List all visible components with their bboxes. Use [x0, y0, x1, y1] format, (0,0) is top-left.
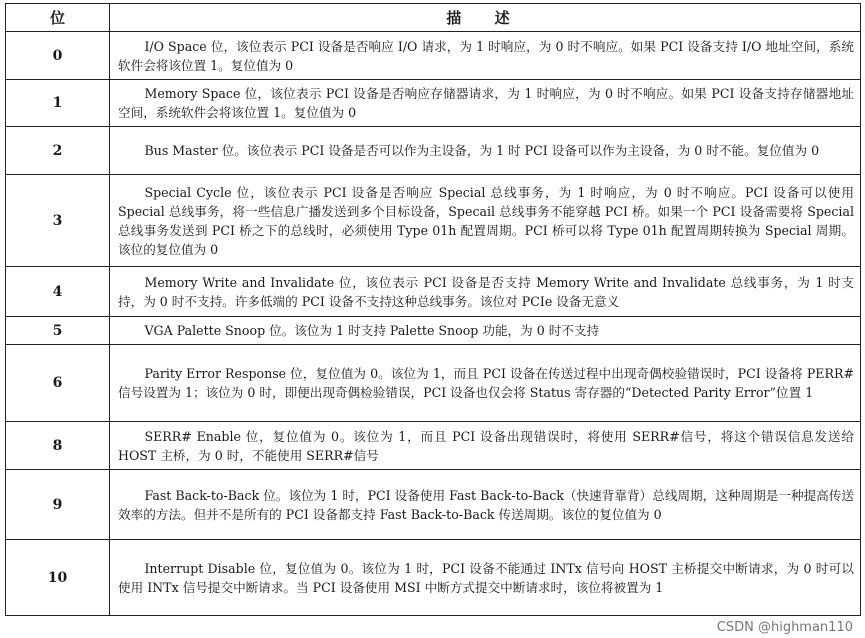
table-row: [6, 470, 861, 540]
bit-cell: 4: [6, 267, 110, 317]
table-row: [6, 267, 861, 317]
table-row: [6, 80, 861, 127]
description-cell: Interrupt Disable 位，复位值为 0。该位为 1 时，PCI 设备不能通过 INTx 信号向 HOST 主桥提交中断请求，为 0 时可以使用 INTx 信号提交中断请求。当 PCI 设备使用 MSI 中断方式提交中断请求时，该位将被置为 1: [110, 540, 861, 616]
description-cell: Memory Space 位，该位表示 PCI 设备是否响应存储器请求，为 1 时响应，为 0 时不响应。如果 PCI 设备支持存储器地址空间，系统软件会将该位置 1。复位值为 0: [110, 80, 861, 127]
description-cell: VGA Palette Snoop 位。该位为 1 时支持 Palette Snoop 功能，为 0 时不支持: [110, 317, 861, 345]
description-cell: Memory Write and Invalidate 位，该位表示 PCI 设备是否支持 Memory Write and Invalidate 总线事务，为 1 时支持，为 0 时不支持。许多低端的 PCI 设备不支持这种总线事务。该位对 PCIe 设备无意义: [110, 267, 861, 317]
bit-cell: 3: [6, 175, 110, 267]
watermark: CSDN @highman110: [716, 620, 853, 635]
header-bit: 位: [6, 4, 110, 32]
table-row: [6, 540, 861, 616]
bit-cell: 10: [6, 540, 110, 616]
table-row: [6, 127, 861, 175]
table-row: [6, 422, 861, 470]
table-header-row: [6, 4, 861, 32]
command-register-table: [5, 3, 861, 616]
description-cell: Special Cycle 位，该位表示 PCI 设备是否响应 Special 总线事务，为 1 时响应，为 0 时不响应。PCI 设备可以使用 Special 总线事务，将一些信息广播发送到多个目标设备，Specail 总线事务不能穿越 PCI 桥。如果一个 PCI 设备需要将 Special 总线事务发送到 PCI 桥之下的总线时，必须使用 Type 01h 配置周期。PCI 桥可以将 Type 01h 配置周期转换为 Special 周期。该位的复位值为 0: [110, 175, 861, 267]
description-cell: I/O Space 位，该位表示 PCI 设备是否响应 I/O 请求，为 1 时响应，为 0 时不响应。如果 PCI 设备支持 I/O 地址空间，系统软件会将该位置 1。复位值为 0: [110, 32, 861, 80]
table-row: [6, 345, 861, 422]
description-cell: Bus Master 位。该位表示 PCI 设备是否可以作为主设备，为 1 时 PCI 设备可以作为主设备，为 0 时不能。复位值为 0: [110, 127, 861, 175]
bit-cell: 6: [6, 345, 110, 422]
table-row: [6, 175, 861, 267]
bit-cell: 0: [6, 32, 110, 80]
bit-cell: 1: [6, 80, 110, 127]
description-cell: Fast Back-to-Back 位。该位为 1 时，PCI 设备使用 Fast Back-to-Back（快速背靠背）总线周期，这种周期是一种提高传送效率的方法。但并不是所有的 PCI 设备都支持 Fast Back-to-Back 传送周期。该位的复位值为 0: [110, 470, 861, 540]
table-row: [6, 32, 861, 80]
bit-cell: 5: [6, 317, 110, 345]
bit-cell: 2: [6, 127, 110, 175]
description-cell: SERR# Enable 位，复位值为 0。该位为 1，而且 PCI 设备出现错误时，将使用 SERR#信号，将这个错误信息发送给 HOST 主桥，为 0 时，不能使用 SERR#信号: [110, 422, 861, 470]
description-cell: Parity Error Response 位，复位值为 0。该位为 1，而且 PCI 设备在传送过程中出现奇偶校验错误时，PCI 设备将 PERR#信号设置为 1；该位为 0 时，即便出现奇偶检验错误，PCI 设备也仅会将 Status 寄存器的“Detected Parity Error”位置 1: [110, 345, 861, 422]
bit-cell: 8: [6, 422, 110, 470]
header-description: 描 述: [110, 4, 861, 32]
table-row: [6, 317, 861, 345]
bit-cell: 9: [6, 470, 110, 540]
